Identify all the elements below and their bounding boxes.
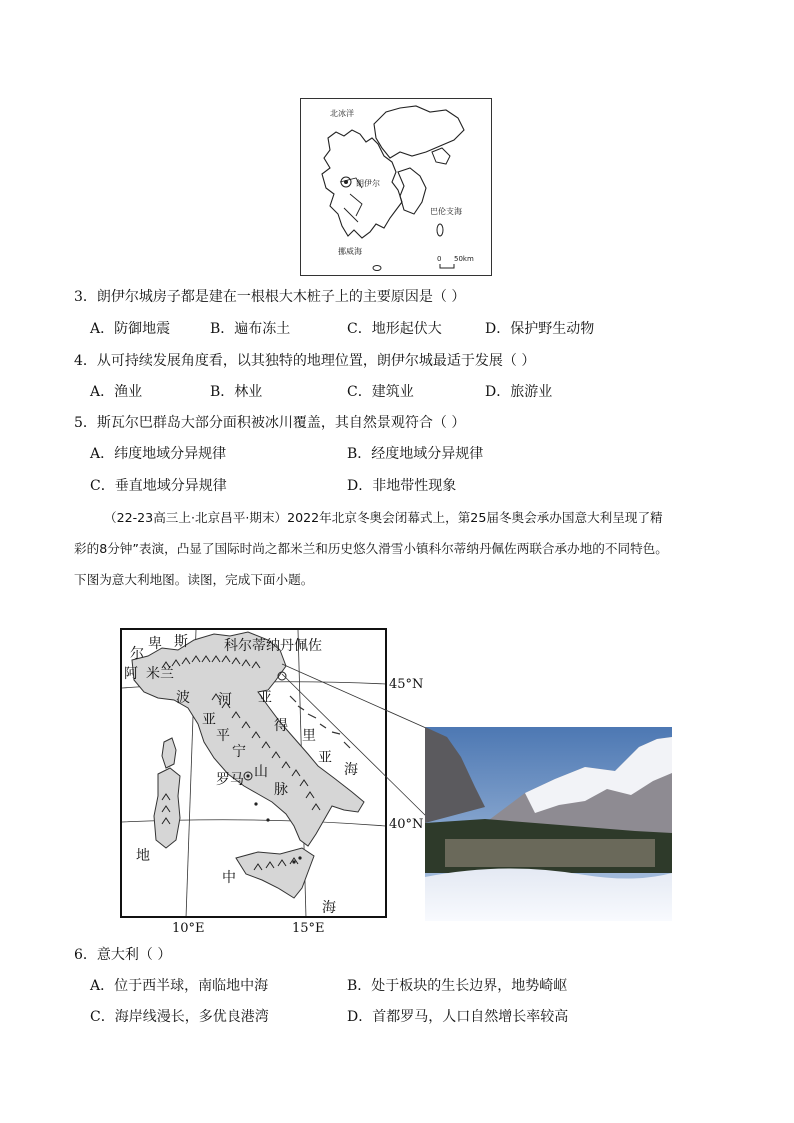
- corsica-island: [162, 738, 176, 768]
- label-lat-45: 45°N: [389, 677, 424, 692]
- svalbard-map: [300, 98, 492, 276]
- label-apennines-char-5: 脉: [274, 782, 288, 798]
- question-6-option-d[interactable]: D．首都罗马，人口自然增长率较高: [347, 1009, 569, 1025]
- label-po-char-1: 波: [176, 690, 190, 706]
- label-lat-40: 40°N: [389, 817, 424, 832]
- label-med-char-2: 中: [222, 870, 236, 886]
- question-3-option-d[interactable]: D．保护野生动物: [485, 321, 595, 337]
- question-3-option-b[interactable]: B．遍布冻土: [210, 321, 291, 337]
- label-adriatic-char-4: 亚: [318, 750, 332, 766]
- label-apennines-char-3: 宁: [232, 744, 246, 760]
- label-barents-sea: 巴伦支海: [430, 207, 462, 216]
- label-adriatic-char-3: 里: [302, 728, 316, 744]
- question-4-option-b[interactable]: B．林业: [210, 384, 263, 400]
- tyrrhenian-island-dot-3: [292, 860, 295, 863]
- leader-lines: [280, 660, 430, 820]
- scale-km: 50km: [454, 255, 474, 263]
- question-5-option-b[interactable]: B．经度地域分异规律: [347, 446, 484, 462]
- intro-line-3: 下图为意大利地图。读图，完成下面小题。: [74, 572, 314, 587]
- label-apennines-char-1: 亚: [202, 712, 216, 728]
- label-alps-char-4: 斯: [174, 634, 188, 650]
- label-apennines-char-2: 平: [216, 728, 230, 744]
- label-adriatic-char-5: 海: [344, 762, 358, 778]
- question-4-option-d[interactable]: D．旅游业: [485, 384, 553, 400]
- intro-line-1: （22-23高三上·北京昌平·期末）2022年北京冬奥会闭幕式上，第25届冬奥会承办国意大利呈现了精: [104, 510, 663, 525]
- label-arctic-ocean: 北冰洋: [330, 109, 354, 118]
- cortina-photo: [425, 727, 672, 921]
- question-5-option-a[interactable]: A．纬度地域分异规律: [90, 446, 227, 462]
- question-3-option-a[interactable]: A．防御地震: [90, 321, 171, 337]
- question-4-stem: 4．从可持续发展角度看，以其独特的地理位置，朗伊尔城最适于发展（ ）: [74, 353, 536, 369]
- label-longyearbyen: 朗伊尔: [356, 179, 380, 188]
- question-5-stem: 5．斯瓦尔巴群岛大部分面积被冰川覆盖，其自然景观符合（ ）: [74, 415, 466, 431]
- tyrrhenian-island-dot-1: [254, 802, 257, 805]
- label-alps-char-1: 阿: [124, 666, 138, 682]
- label-adriatic-char-1: 亚: [258, 690, 272, 706]
- question-3-stem: 3．朗伊尔城房子都是建在一根根大木桩子上的主要原因是（ ）: [74, 289, 466, 305]
- label-milan: 米兰: [146, 666, 174, 682]
- tyrrhenian-island-dot-4: [298, 856, 301, 859]
- label-cortina: 科尔蒂纳丹佩佐: [224, 638, 322, 654]
- cortina-photo-svg: [425, 727, 672, 921]
- label-po-char-2: 河: [218, 692, 232, 708]
- question-6-option-a[interactable]: A．位于西半球，南临地中海: [90, 978, 269, 994]
- label-apennines-char-4: 山: [254, 764, 268, 780]
- tyrrhenian-island-dot-2: [266, 818, 269, 821]
- longyearbyen-marker-inner: [344, 180, 348, 184]
- question-6-stem: 6．意大利（ ）: [74, 947, 172, 963]
- label-rome: 罗马: [216, 772, 244, 788]
- label-med-char-1: 地: [136, 848, 150, 864]
- scale-zero: 0: [437, 255, 442, 263]
- label-med-char-3: 海: [322, 900, 336, 916]
- label-norwegian-sea: 挪威海: [338, 247, 362, 256]
- question-6-option-c[interactable]: C．海岸线漫长，多优良港湾: [90, 1009, 269, 1025]
- label-alps-char-2: 尔: [130, 646, 144, 662]
- question-5-option-c[interactable]: C．垂直地域分异规律: [90, 478, 227, 494]
- question-4-option-c[interactable]: C．建筑业: [347, 384, 414, 400]
- label-adriatic-char-2: 得: [274, 718, 288, 734]
- label-lon-15: 15°E: [292, 921, 325, 936]
- rome-marker-inner: [246, 774, 249, 777]
- label-alps-char-3: 卑: [148, 636, 162, 652]
- question-4-option-a[interactable]: A．渔业: [90, 384, 143, 400]
- intro-line-2: 彩的8分钟”表演，凸显了国际时尚之都米兰和历史悠久滑雪小镇科尔蒂纳丹佩佐两联合承办地的不同特色。: [74, 541, 668, 556]
- question-3-option-c[interactable]: C．地形起伏大: [347, 321, 442, 337]
- photo-town: [445, 839, 655, 867]
- question-6-option-b[interactable]: B．处于板块的生长边界，地势崎岖: [347, 978, 568, 994]
- question-5-option-d[interactable]: D．非地带性现象: [347, 478, 457, 494]
- sicily-island: [236, 848, 314, 898]
- svalbard-map-svg: [300, 98, 492, 276]
- label-lon-10: 10°E: [172, 921, 205, 936]
